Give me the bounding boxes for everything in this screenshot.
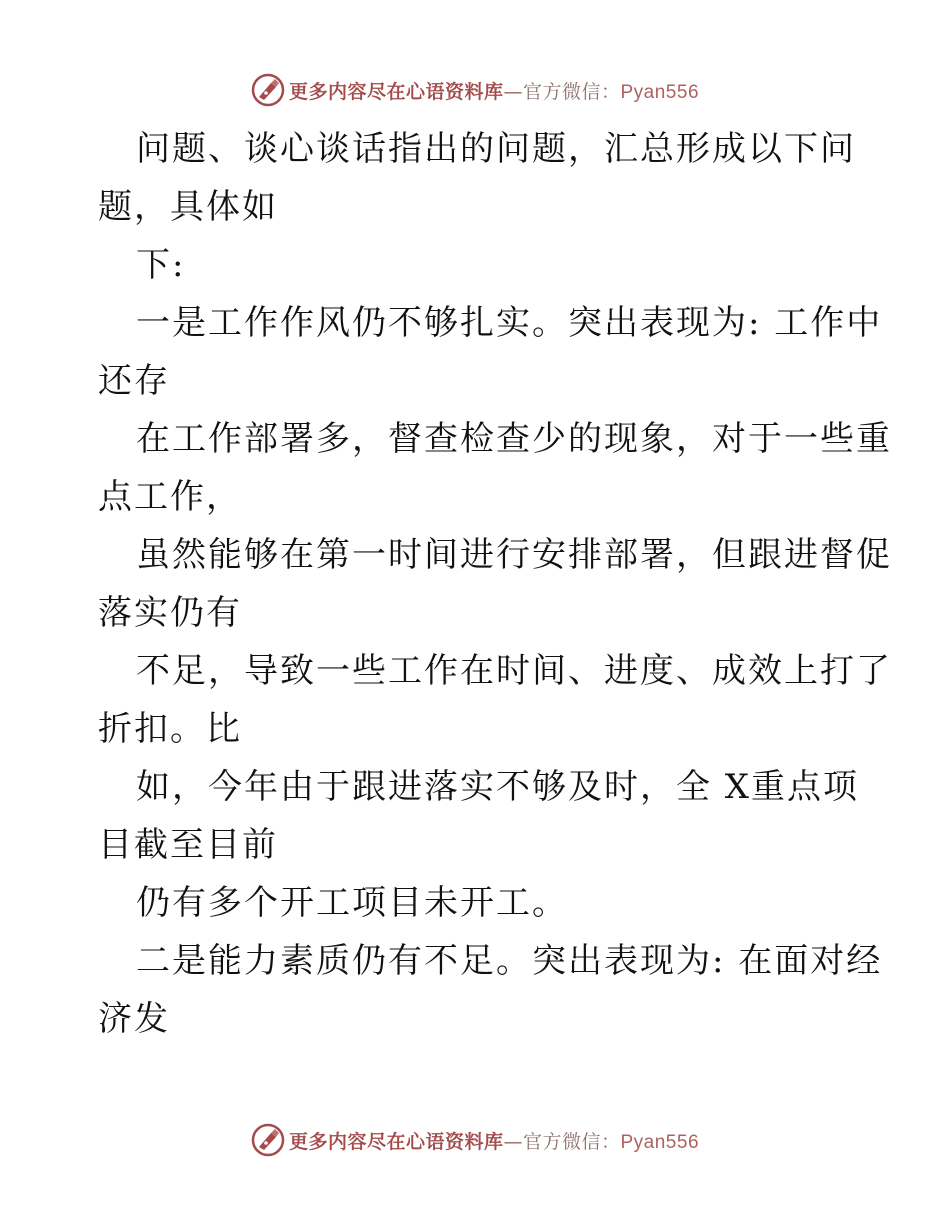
body-text-line: 题，具体如 [98, 187, 278, 227]
footer-dash: — [503, 1130, 523, 1153]
document-body [98, 120, 892, 1048]
header-site-name: 更多内容尽在心语资料库 [288, 80, 504, 103]
header-dash: — [503, 80, 523, 103]
body-text-line: 还存 [98, 361, 170, 401]
footer-site-name: 更多内容尽在心语资料库 [288, 1130, 504, 1153]
footer-banner-text [289, 1127, 699, 1154]
body-text-line: 二是能力素质仍有不足。突出表现为: 在面对经 [136, 941, 883, 981]
footer-wechat-id: Pyan556 [620, 1131, 700, 1153]
body-text-line: 问题、谈心谈话指出的问题，汇总形成以下问 [136, 129, 856, 169]
body-text-line: 一是工作作风仍不够扎实。突出表现为: 工作中 [136, 303, 883, 343]
body-text-line: 虽然能够在第一时间进行安排部署，但跟进督促 [136, 535, 892, 575]
header-banner-text [289, 77, 699, 104]
header-wechat-id: Pyan556 [620, 81, 700, 103]
body-text-line: 目截至目前 [98, 825, 278, 865]
header-wechat-label: 官方微信： [522, 80, 621, 103]
body-text-line: 点工作， [98, 477, 242, 517]
body-text-line: 济发 [98, 999, 170, 1039]
pen-nib-logo-icon [251, 1123, 285, 1157]
body-text-line: 在工作部署多，督查检查少的现象，对于一些重 [136, 419, 892, 459]
header-banner [0, 68, 950, 112]
footer-wechat-label: 官方微信： [522, 1130, 621, 1153]
pen-nib-logo-icon [251, 73, 285, 107]
body-text-line: 下: [136, 245, 186, 285]
body-text-line: 落实仍有 [98, 593, 242, 633]
body-text-line: 仍有多个开工项目未开工。 [136, 883, 568, 923]
footer-banner [0, 1118, 950, 1162]
body-text-line: 不足，导致一些工作在时间、进度、成效上打了 [136, 651, 892, 691]
body-text-line: 折扣。比 [98, 709, 242, 749]
body-text-line: 如，今年由于跟进落实不够及时，全 X重点项 [136, 767, 860, 807]
